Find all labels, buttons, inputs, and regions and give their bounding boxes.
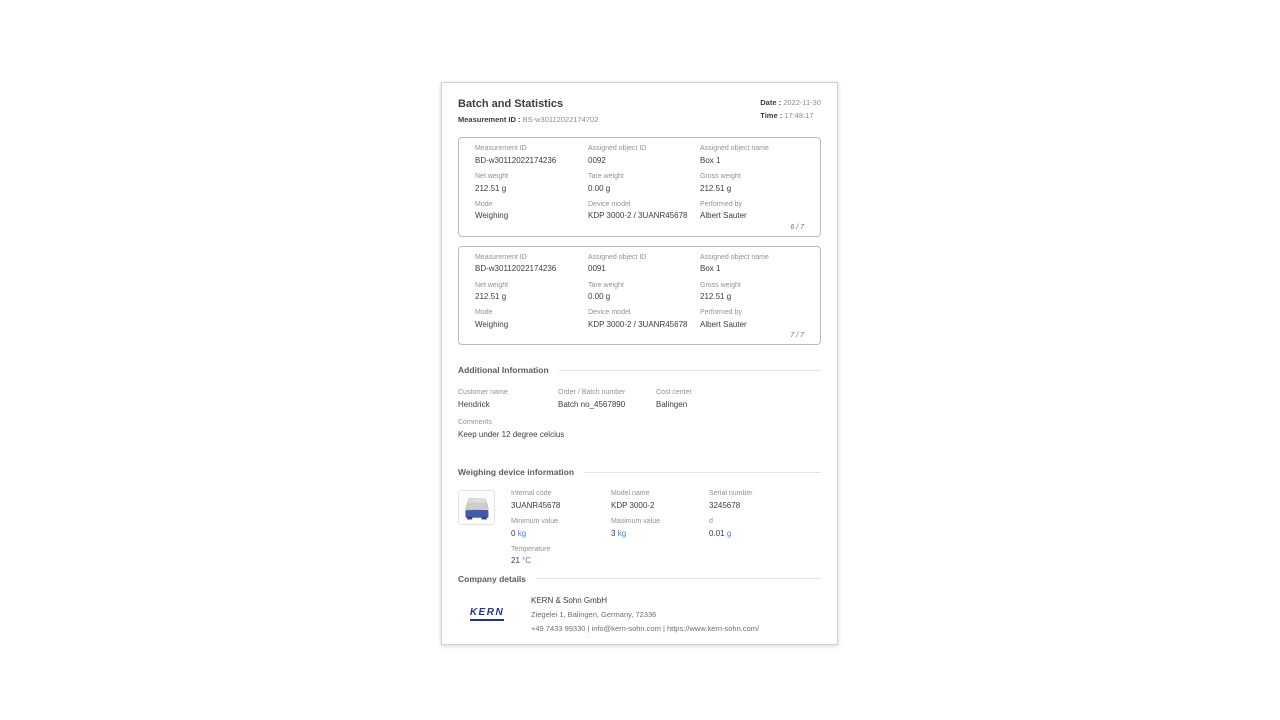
field-value: KDP 3000-2 / 3UANR45678 — [588, 211, 688, 221]
page-title: Batch and Statistics — [458, 98, 564, 110]
page-indicator: 7 / 7 — [790, 332, 804, 340]
field-value: Hendrick — [458, 399, 490, 409]
field-label: Performed by — [700, 200, 743, 208]
field-value: 0091 — [588, 264, 606, 274]
field-order-batch-number — [558, 389, 656, 409]
field-assigned-object-id — [588, 145, 700, 165]
kern-logo: KERN — [470, 607, 504, 621]
company-text — [531, 596, 759, 633]
field-tare-weight — [588, 173, 700, 193]
value-unit: g — [726, 528, 732, 538]
field-label: Gross weight — [700, 172, 741, 180]
field-label: Cost center — [656, 389, 692, 397]
field-label: Measurement ID — [475, 253, 527, 261]
field-value: Weighing — [475, 211, 509, 221]
field-performed-by — [700, 201, 804, 221]
field-value: BD-w30112022174236 — [475, 155, 557, 165]
field-label: Tare weight — [588, 172, 624, 180]
date-label: Date : — [760, 98, 782, 107]
report-header-right — [760, 98, 821, 124]
field-assigned-object-id — [588, 254, 700, 274]
section-title: Additional Information — [458, 365, 549, 376]
field-value: Albert Sauter — [700, 320, 747, 330]
field-label: Model name — [611, 490, 650, 497]
company-contact: +49 7433 99330 | info@kern-sohn.com | https://www.kern-sohn.com/ — [531, 623, 760, 633]
field-value — [611, 529, 709, 538]
page-indicator: 6 / 7 — [790, 223, 804, 231]
field-label: d — [709, 517, 713, 525]
company-address: Ziegelei 1, Balingen, Germany, 72336 — [531, 609, 657, 619]
weighing-scale-icon — [461, 493, 492, 522]
section-title: Company details — [458, 573, 527, 584]
field-value: Box 1 — [700, 155, 721, 165]
field-value — [709, 529, 821, 538]
field-value: 0.00 g — [588, 183, 611, 193]
field-device-model — [588, 309, 700, 329]
field-label: Measurement ID — [475, 145, 527, 152]
device-info-grid — [511, 490, 821, 574]
field-value: Batch no_4567890 — [558, 399, 626, 409]
measurement-card-grid — [475, 254, 804, 338]
additional-information-grid — [458, 389, 821, 417]
field-assigned-object-name — [700, 254, 804, 274]
company-logo-column — [458, 607, 516, 621]
field-label: Mode — [475, 309, 493, 317]
field-minimum-value — [511, 518, 611, 538]
field-label: Maximum value — [611, 517, 661, 525]
measurement-card — [458, 137, 821, 237]
report-date — [760, 98, 821, 107]
field-value: Weighing — [475, 320, 509, 330]
field-cost-center — [656, 389, 821, 409]
time-value: 17:48:17 — [784, 111, 814, 120]
field-label: Temperature — [511, 545, 551, 553]
field-assigned-object-name — [700, 145, 804, 165]
field-value: Balingen — [656, 399, 688, 409]
field-net-weight — [475, 282, 588, 302]
field-label: Assigned object ID — [588, 253, 647, 261]
field-value: Albert Sauter — [700, 211, 747, 221]
value-number: 0.01 — [709, 528, 725, 538]
field-label: Device model — [588, 309, 631, 317]
field-value: 3UANR45678 — [511, 500, 561, 510]
field-label: Net weight — [475, 281, 509, 289]
report-header — [458, 98, 821, 124]
field-label: Tare weight — [588, 281, 624, 289]
measurement-id-value: BS-w30112022174702 — [522, 115, 599, 124]
field-label: Assigned object name — [700, 145, 769, 152]
field-label: Comments — [458, 419, 492, 427]
field-value: 3245678 — [709, 500, 741, 510]
field-label: Mode — [475, 200, 493, 208]
field-label: Gross weight — [700, 281, 741, 289]
value-number: 0 — [511, 528, 516, 538]
field-value: 0092 — [588, 155, 606, 165]
field-maximum-value — [611, 518, 709, 538]
device-row — [458, 490, 821, 574]
field-value: 212.51 g — [475, 292, 507, 302]
field-mode — [475, 309, 588, 329]
section-head — [458, 365, 821, 375]
report-header-left — [458, 98, 598, 124]
section-head — [458, 574, 821, 584]
field-value: Keep under 12 degree celcius — [458, 429, 565, 439]
field-internal-code — [511, 490, 611, 510]
field-device-model — [588, 201, 700, 221]
field-temperature — [511, 546, 611, 566]
field-serial-number — [709, 490, 821, 510]
additional-information-section — [458, 365, 821, 447]
field-net-weight — [475, 173, 588, 193]
value-unit: kg — [617, 528, 627, 538]
field-label: Assigned object name — [700, 253, 769, 261]
field-label: Internal code — [511, 490, 552, 497]
value-unit: kg — [517, 528, 527, 538]
field-label: Assigned object ID — [588, 145, 647, 152]
section-head — [458, 467, 821, 477]
section-divider — [536, 578, 821, 579]
field-d — [709, 518, 821, 538]
report-measurement-id — [458, 115, 598, 124]
field-comments — [458, 419, 821, 439]
value-number: 21 — [511, 556, 520, 566]
field-value — [511, 556, 611, 565]
measurement-card — [458, 246, 821, 346]
field-value: KDP 3000-2 / 3UANR45678 — [588, 320, 688, 330]
field-measurement-id — [475, 145, 588, 165]
field-label: Order / Batch number — [558, 389, 626, 397]
value-number: 3 — [611, 528, 616, 538]
measurement-id-label: Measurement ID : — [458, 115, 521, 124]
field-label: Performed by — [700, 309, 743, 317]
field-gross-weight — [700, 282, 804, 302]
date-value: 2022-11-30 — [783, 98, 821, 107]
section-divider — [584, 472, 821, 473]
field-value: 212.51 g — [475, 183, 507, 193]
weighing-device-section — [458, 467, 821, 574]
field-label: Customer name — [458, 389, 508, 397]
section-title: Weighing device information — [458, 467, 575, 477]
field-tare-weight — [588, 282, 700, 302]
company-body — [458, 596, 821, 633]
measurement-card-grid — [475, 145, 804, 229]
field-value: Box 1 — [700, 264, 721, 274]
field-model-name — [611, 490, 709, 510]
field-label: Minimum value — [511, 517, 559, 525]
report-sheet — [441, 82, 838, 645]
field-value: 212.51 g — [700, 183, 732, 193]
field-value — [511, 529, 611, 538]
device-image — [458, 490, 495, 525]
field-label: Net weight — [475, 172, 509, 180]
report-time — [760, 111, 821, 120]
field-label: Serial number — [709, 490, 753, 497]
company-details-section — [458, 574, 821, 633]
field-gross-weight — [700, 173, 804, 193]
measurement-card-list — [458, 137, 821, 345]
field-value: KDP 3000-2 — [611, 500, 655, 510]
field-measurement-id — [475, 254, 588, 274]
time-label: Time : — [760, 111, 783, 120]
field-customer-name — [458, 389, 558, 409]
section-divider — [559, 370, 821, 371]
field-value: BD-w30112022174236 — [475, 264, 557, 274]
field-label: Device model — [588, 200, 631, 208]
field-value: 212.51 g — [700, 292, 732, 302]
field-value: 0.00 g — [588, 292, 611, 302]
field-mode — [475, 201, 588, 221]
value-unit: °C — [522, 556, 532, 566]
company-name: KERN & Sohn GmbH — [531, 595, 608, 605]
field-performed-by — [700, 309, 804, 329]
